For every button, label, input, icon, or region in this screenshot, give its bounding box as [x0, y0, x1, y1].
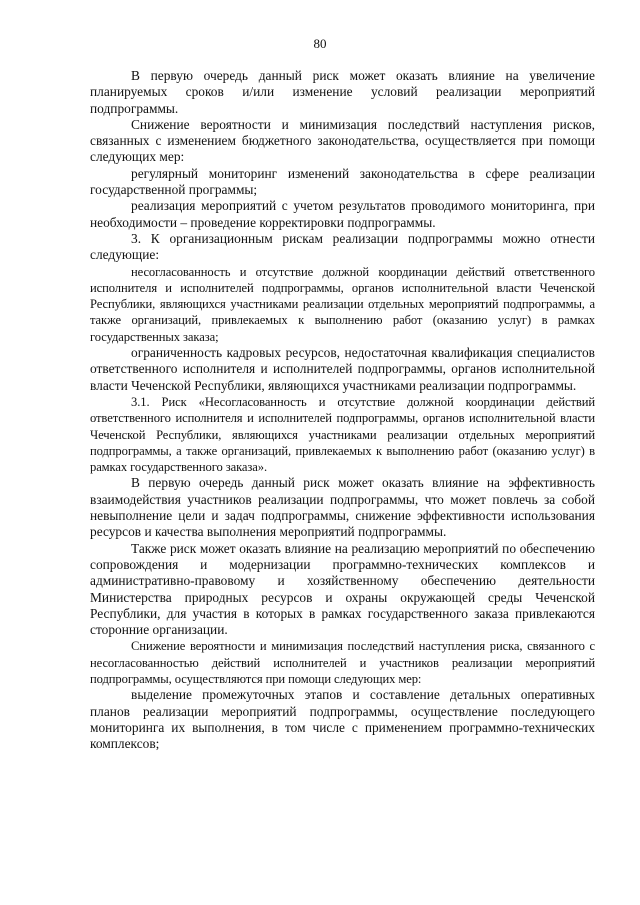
paragraph: регулярный мониторинг изменений законодательства в сфере реализации государственной программы; — [90, 165, 595, 198]
page-number: 80 — [313, 36, 327, 51]
paragraph: несогласованность и отсутствие должной координации действий ответственного исполнителя и исполнителей подпрограммы, органов исполнительной власти Чеченской Республики, являющихся участниками реализации отдельных мероприятий подпрограммы, а также организаций, привлекаемых к выполнению работ (оказанию услуг) в рамках государственных заказа; — [90, 264, 595, 344]
paragraph: В первую очередь данный риск может оказать влияние на увеличение планируемых сроков и/или изменение условий реализации мероприятий подпрограммы. — [90, 68, 595, 116]
paragraph: Также риск может оказать влияние на реализацию мероприятий по обеспечению сопровождения и модернизации программно-технических комплексов и административно-правовому и хозяйственному обеспечению деятельности Министерства природных ресурсов и охраны окружающей среды Чеченской Республики, для участия в которых в рамках государственного заказа привлекаются сторонние организации. — [90, 540, 595, 638]
paragraph: выделение промежуточных этапов и составление детальных оперативных планов реализации мероприятий подпрограммы, осуществление последующего мониторинга их выполнения, в том числе с применением программно-технических комплексов; — [90, 687, 595, 752]
paragraph: 3.1. Риск «Несогласованность и отсутствие должной координации действий ответственного исполнителя и исполнителей подпрограммы, органов исполнительной власти Чеченской Республики, являющихся участниками реализации отдельных мероприятий подпрограммы, а также организаций, привлекаемых к выполнению работ (оказанию услуг) в рамках государственного заказа». — [90, 394, 595, 475]
document-body — [90, 68, 595, 752]
paragraph: Снижение вероятности и минимизация последствий наступления риска, связанного с несогласованностью действий исполнителей и участников реализации мероприятий подпрограммы, осуществляются при помощи следующих мер: — [90, 639, 595, 686]
paragraph: 3. К организационным рискам реализации подпрограммы можно отнести следующие: — [90, 230, 595, 263]
paragraph: ограниченность кадровых ресурсов, недостаточная квалификация специалистов ответственного исполнителя и исполнителей подпрограммы, органов исполнительной власти Чеченской Республики, являющихся участниками реализации подпрограммы. — [90, 345, 595, 393]
paragraph: Снижение вероятности и минимизация последствий наступления рисков, связанных с изменением бюджетного законодательства, осуществляется при помощи следующих мер: — [90, 116, 595, 165]
paragraph: реализация мероприятий с учетом результатов проводимого мониторинга, при необходимости – проведение корректировки подпрограммы. — [90, 198, 595, 230]
paragraph: В первую очередь данный риск может оказать влияние на эффективность взаимодействия участников реализации подпрограммы, что может повлечь за собой невыполнение цели и задач подпрограммы, снижение эффективности использования ресурсов и качества выполнения мероприятий подпрограммы. — [90, 475, 595, 540]
